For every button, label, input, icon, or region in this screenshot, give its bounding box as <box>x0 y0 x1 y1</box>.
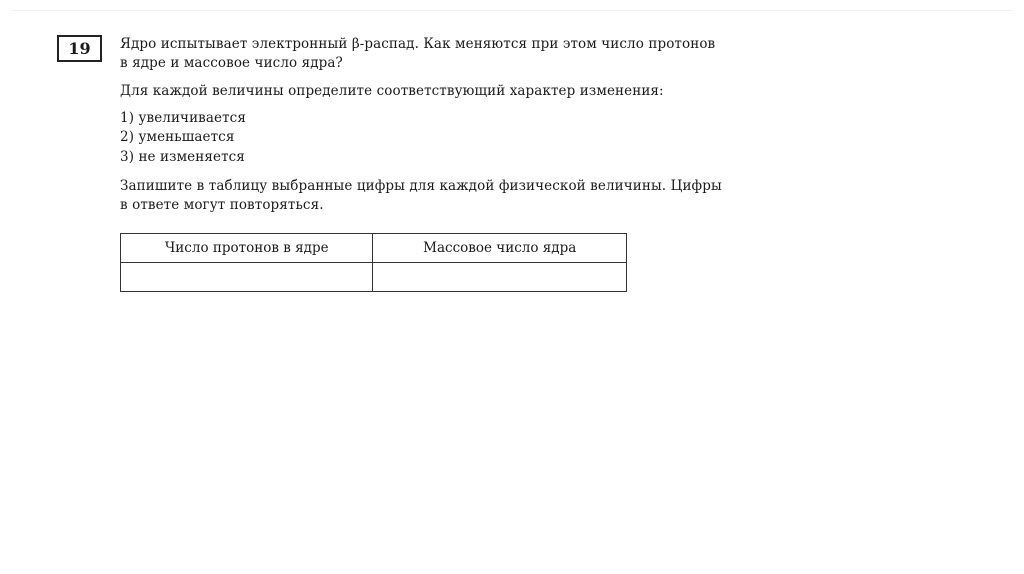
answer-cell-proton-number[interactable] <box>121 263 373 292</box>
option-unchanged: 3) не изменяется <box>120 149 245 165</box>
answer-table-header-row <box>121 234 627 263</box>
answer-cell-mass-number[interactable] <box>373 263 627 292</box>
answer-table-row <box>121 263 627 292</box>
question-number: 19 <box>57 35 102 62</box>
header-proton-number: Число протонов в ядре <box>121 234 373 263</box>
write-instruction-line-2: в ответе могут повторяться. <box>120 197 324 213</box>
question-text-line-2: в ядре и массовое число ядра? <box>120 55 343 71</box>
instruction-text: Для каждой величины определите соответствующий характер изменения: <box>120 83 664 99</box>
header-mass-number: Массовое число ядра <box>373 234 627 263</box>
option-increases: 1) увеличивается <box>120 110 246 126</box>
answer-table <box>120 233 627 292</box>
question-text-line-1: Ядро испытывает электронный β-распад. Как меняются при этом число протонов <box>120 36 716 52</box>
option-decreases: 2) уменьшается <box>120 129 235 145</box>
write-instruction-line-1: Запишите в таблицу выбранные цифры для каждой физической величины. Цифры <box>120 178 722 194</box>
top-divider <box>12 10 1012 11</box>
